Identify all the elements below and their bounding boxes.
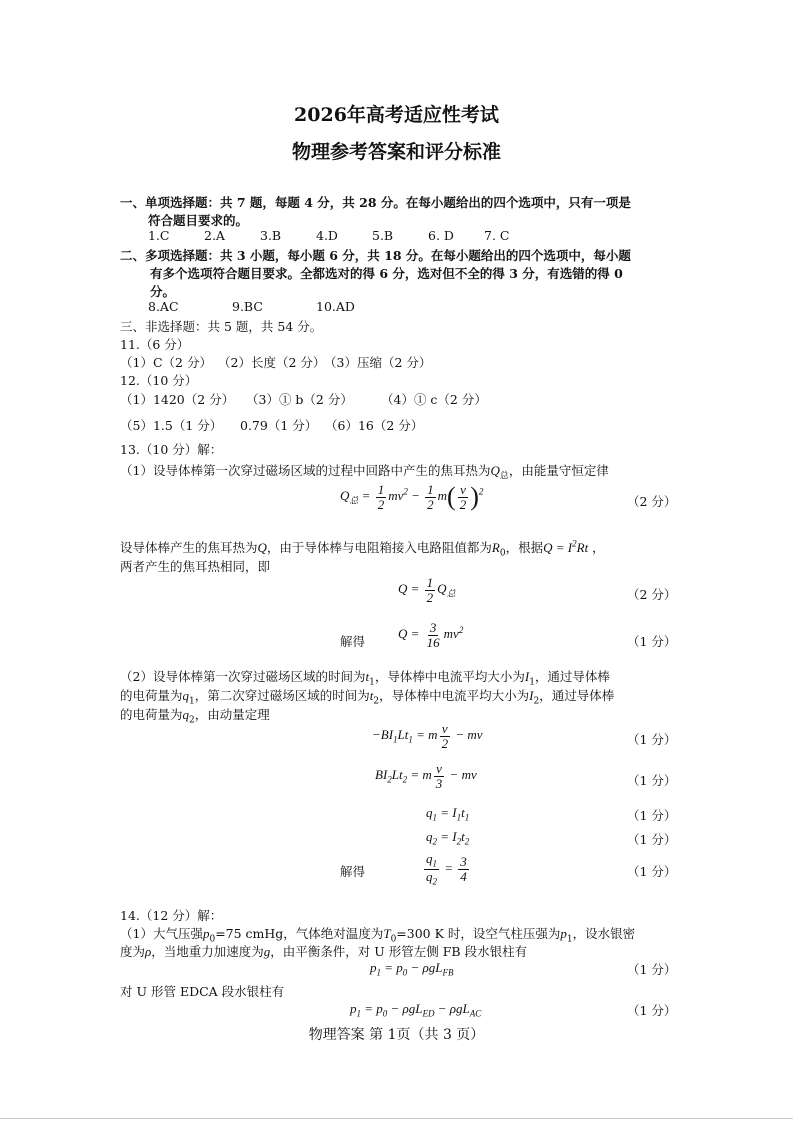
s2-answer: 10.AD [316,299,355,314]
section-2-heading: 二、多项选择题：共 3 小题，每小题 6 分，共 18 分。在每小题给出的四个选项中，每小题 [120,248,631,263]
equation-momentum-2: $BI_2Lt_2 = m$ $\frac{v}{3}$ − mv [375,761,477,791]
q13-text: 设导体棒产生的焦耳热为Q，由于导体棒与电阻箱接入电路阻值都为$R_0$，根据$Q = I^2Rt$ ， [120,538,605,559]
q11-answer: （1）C（2 分） [120,355,212,370]
score: （2 分） [627,587,677,602]
q12-number: 12.（10 分） [120,373,198,388]
s1-answer: 1.C [148,228,170,243]
q14-text: 度为ρ，当地重力加速度为g，由平衡条件，对 U 形管左侧 FB 段水银柱有 [120,944,528,959]
page-subtitle: 物理参考答案和评分标准 [291,141,501,163]
q12-answer: （5）1.5（1 分） [120,418,223,433]
q12-answer: 0.79（1 分） [240,418,318,433]
q11-answer: （2）长度（2 分） [218,355,326,370]
s1-answer: 2.A [204,228,225,243]
s1-answer: 5.B [372,228,394,243]
q13-text: 两者产生的焦耳热相同，即 [120,559,271,574]
score: （1 分） [627,864,677,879]
q13-text: （2）设导体棒第一次穿过磁场区域的时间为$t_1$，导体棒中电流平均大小为$I_1$，通过导体棒 [120,669,610,688]
section-1-heading: 一、单项选择题：共 7 题，每题 4 分，共 28 分。在每小题给出的四个选项中，只有一项是 [120,195,631,210]
section-2-heading-cont2: 分。 [150,284,176,299]
q14-text: （1）大气压强$p_0=75$ cmHg，气体绝对温度为$T_0=300$ K 时，设空气柱压强为$p_1$，设水银密 [120,926,636,945]
score: （1 分） [627,962,677,977]
q13-text: 的电荷量为$q_1$，第二次穿过磁场区域的时间为$t_2$，导体棒中电流平均大小为$I_2$，通过导体棒 [120,688,615,707]
s2-answer: 8.AC [148,299,179,314]
q12-answer: （3）① b（2 分） [246,392,353,407]
q12-answer: （1）1420（2 分） [120,392,235,407]
q12-answer: （6）16（2 分） [325,418,424,433]
q13-text: 的电荷量为$q_2$，由动量定理 [120,707,270,726]
equation-energy: $Q_总$ = $\frac{1}{2}$ $mv^2$ − $\frac{1}{2}$ m( $\frac{v}{2}$ )$^2$ [340,481,484,512]
equation-charge-1: $q_1 = I_1t_1$ [426,805,470,823]
q14-text: 对 U 形管 EDCA 段水银柱有 [120,984,285,999]
q11-answer: （3）压缩（2 分） [324,355,432,370]
q12-answer: （4）① c（2 分） [381,392,487,407]
score: （1 分） [627,1003,677,1018]
equation-momentum-1: $-BI_1Lt_1 = m$ $\frac{v}{2}$ − mv [372,721,483,751]
page-title: 2026年高考适应性考试 [294,104,499,126]
score: （2 分） [627,494,677,509]
section-3-heading: 三、非选择题：共 5 题，共 54 分。 [120,319,323,334]
page-bottom-border [0,1118,793,1119]
section-1-heading-cont: 符合题目要求的。 [148,213,249,228]
equation-result: Q = $\frac{3}{16}$ $mv^2$ [398,620,464,650]
equation-charge-2: $q_2 = I_2t_2$ [426,829,470,847]
score: （1 分） [627,773,677,788]
q11-number: 11.（6 分） [120,337,190,352]
s1-answer: 4.D [316,228,338,243]
score: （1 分） [627,832,677,847]
equation-balance-1: $p_1 = p_0 - \rho gL_{FB}$ [370,960,454,978]
q14-number: 14.（12 分）解： [120,908,223,923]
equation-balance-2: $p_1 = p_0 - \rho gL_{ED} - \rho gL_{AC}$ [350,1001,482,1019]
score: （1 分） [627,808,677,823]
s1-answer: 6. D [428,228,454,243]
s1-answer: 3.B [260,228,282,243]
page-footer: 物理答案 第 1页（共 3 页） [308,1027,485,1043]
section-2-heading-cont: 有多个选项符合题目要求。全都选对的得 6 分，选对但不全的得 3 分，有选错的得 0 [150,266,623,281]
s1-answer: 7. C [484,228,510,243]
q13-text: （1）设导体棒第一次穿过磁场区域的过程中回路中产生的焦耳热为$Q_总$，由能量守恒定律 [120,463,609,482]
equation-ratio: $\frac{q_1}{q_2}$ = $\frac{3}{4}$ [426,851,467,887]
score: （1 分） [627,732,677,747]
equation-half: Q = $\frac{1}{2}$ $Q_总$ [398,575,456,605]
solve-label: 解得 [340,634,366,649]
s2-answer: 9.BC [232,299,263,314]
q13-number: 13.（10 分）解： [120,442,223,457]
score: （1 分） [627,634,677,649]
solve-label: 解得 [340,864,366,879]
